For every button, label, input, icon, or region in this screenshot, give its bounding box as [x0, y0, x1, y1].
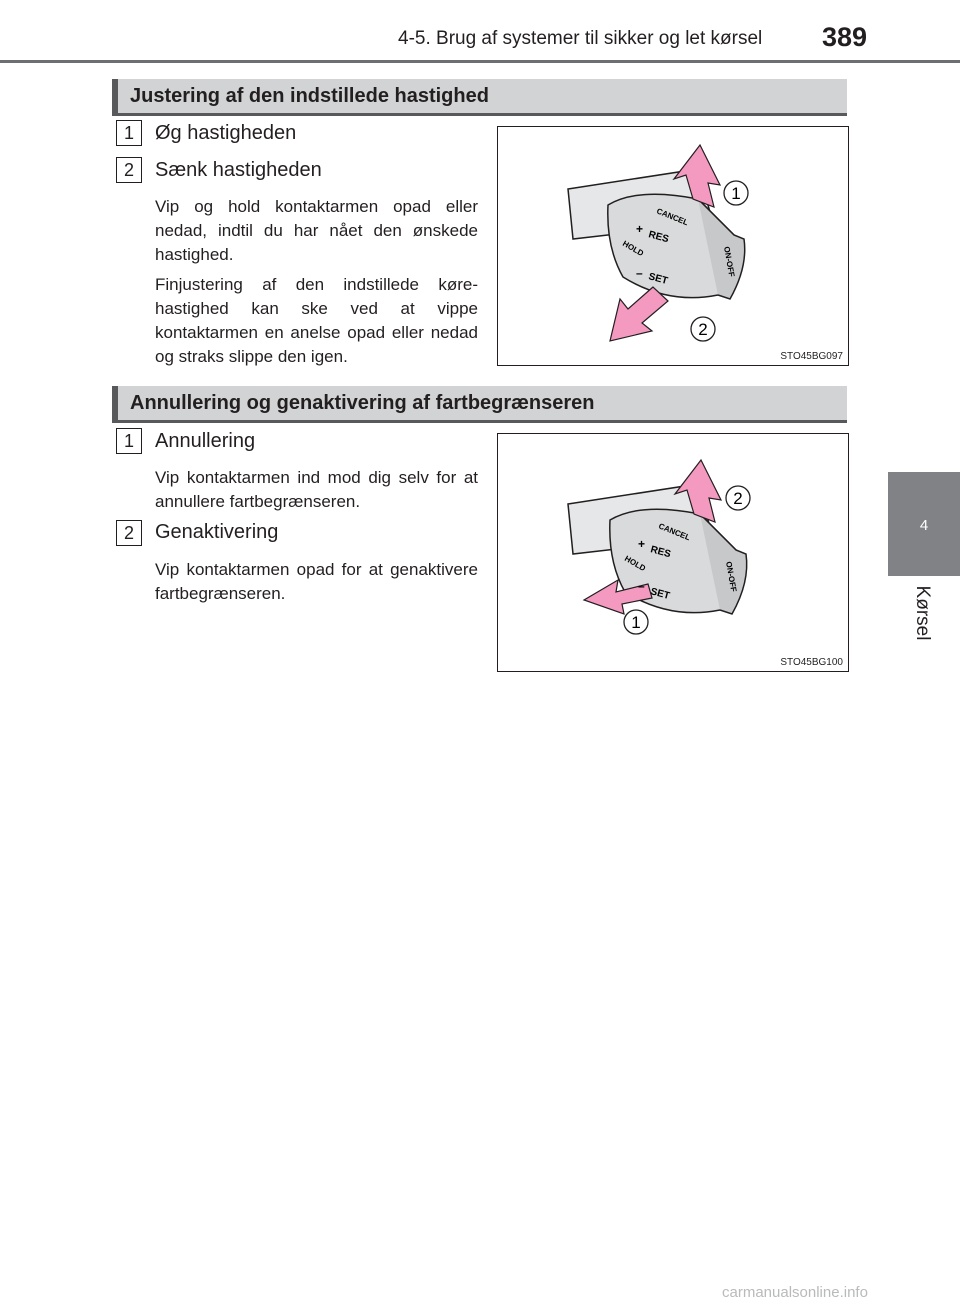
instruction-paragraph: Vip kontaktarmen opad for at genaktivere fartbegrænseren. [155, 560, 478, 603]
callout-1: 1 [731, 184, 741, 203]
switch-label-hold: HOLD [621, 238, 646, 259]
figure-lever-adjust-speed [497, 126, 849, 366]
figure-lever-cancel-resume [497, 433, 849, 672]
switch-label-cancel: CANCEL [657, 521, 692, 543]
switch-label-onoff: ON-OFF [724, 560, 739, 593]
switch-label-res: RES [649, 544, 672, 561]
chapter-label-text: Kørsel [912, 585, 933, 641]
section-heading-annullering [112, 386, 847, 423]
step-number-badge: 1 [116, 120, 142, 146]
header-title: 4-5. Brug af systemer til sikker og let kørsel [398, 28, 763, 49]
header-divider [0, 60, 960, 63]
step-number-badge: 1 [116, 428, 142, 454]
section-title: Annullering og genaktivering af fartbegrænseren [130, 392, 595, 414]
switch-label-res: RES [647, 229, 670, 246]
instruction-paragraph: Vip og hold kontaktarmen opad eller nedad, indtil du har nået den ønskede hastighed. [155, 197, 478, 264]
instruction-paragraph: Finjustering af den indstillede køre-hastighed kan ske ved at vippe kontaktarmen en anelse opad eller nedad og straks slippe den igen. [155, 275, 478, 366]
watermark: carmanualsonline.info [722, 1284, 868, 1301]
callout-2: 2 [733, 489, 743, 508]
switch-label-plus: + [636, 222, 644, 236]
lever-illustration [498, 127, 848, 365]
step-number-badge: 2 [116, 157, 142, 183]
switch-label-set: SET [649, 586, 671, 602]
section-heading-justering [112, 79, 847, 116]
step-label: Sænk hastigheden [155, 159, 322, 181]
figure-code: STO45BG100 [780, 657, 843, 668]
switch-label-minus: – [638, 579, 645, 593]
callout-2: 2 [698, 320, 708, 339]
step-label: Annullering [155, 430, 256, 452]
switch-label-plus: + [638, 537, 646, 551]
section-title: Justering af den indstillede hastighed [130, 85, 489, 107]
step-label: Genaktivering [155, 521, 279, 543]
chapter-tab[interactable] [888, 472, 960, 576]
switch-label-cancel: CANCEL [655, 206, 690, 228]
switch-label-set: SET [647, 271, 669, 287]
chapter-label [912, 580, 932, 650]
figure-code: STO45BG097 [780, 351, 843, 362]
step-number-badge: 2 [116, 520, 142, 546]
page-number: 389 [822, 22, 868, 52]
arrow-down-icon [610, 287, 668, 341]
callout-1: 1 [631, 613, 641, 632]
instruction-paragraph: Vip kontaktarmen ind mod dig selv for at annullere fartbegrænseren. [155, 468, 478, 511]
step-label: Øg hastigheden [155, 122, 297, 144]
chapter-number: 4 [919, 517, 929, 534]
switch-label-hold: HOLD [623, 553, 648, 574]
lever-illustration [498, 434, 848, 671]
switch-label-minus: – [636, 266, 643, 280]
switch-label-onoff: ON-OFF [722, 245, 737, 278]
